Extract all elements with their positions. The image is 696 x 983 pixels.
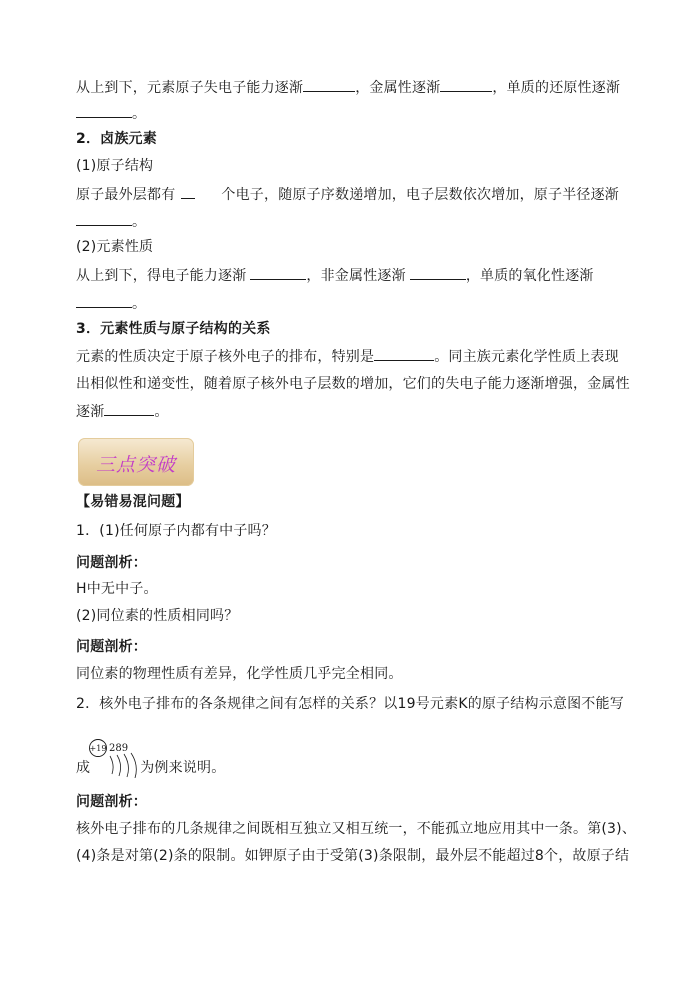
- fill-blank[interactable]: [76, 211, 132, 226]
- section-badge-label: 三点突破: [96, 454, 177, 476]
- section-title-relation: 3．元素性质与原子结构的关系: [76, 321, 271, 337]
- text-line-9: 。: [76, 293, 621, 314]
- text-line-5: 原子最外层都有 个电子，随原子序数递增加，电子层数依次增加，原子半径逐渐: [76, 184, 621, 205]
- fill-blank[interactable]: [76, 103, 132, 118]
- text-line-13: 逐渐 。: [76, 401, 621, 422]
- text-line-1: 从上到下，元素原子失电子能力逐渐 ，金属性逐渐 ，单质的还原性逐渐: [76, 77, 621, 98]
- analysis-label: 问题剖析：: [76, 639, 147, 655]
- analysis-label: 问题剖析：: [76, 794, 147, 810]
- atom-structure-diagram: [86, 736, 146, 778]
- fill-blank[interactable]: [181, 184, 195, 199]
- shell-electron-counts: 289: [109, 743, 129, 754]
- question-2: 2．核外电子排布的各条规律之间有怎样的关系？以19号元素K的原子结构示意图不能写: [76, 696, 624, 712]
- errors-heading: 【易错易混问题】: [76, 494, 190, 510]
- text-line-2: 。: [76, 103, 621, 124]
- fill-blank[interactable]: [410, 265, 466, 280]
- subsection-atomic-structure: (1)原子结构: [76, 158, 154, 174]
- fill-blank[interactable]: [76, 293, 132, 308]
- answer-1: H中无中子。: [76, 581, 158, 597]
- fill-blank[interactable]: [250, 265, 306, 280]
- text-line-6: 。: [76, 211, 621, 232]
- answer-2: 同位素的物理性质有差异，化学性质几乎完全相同。: [76, 666, 403, 682]
- section-badge: [78, 438, 194, 486]
- text-line-8: 从上到下，得电子能力逐渐 ，非金属性逐渐 ，单质的氧化性逐渐: [76, 265, 621, 286]
- analysis-label: 问题剖析：: [76, 555, 147, 571]
- nucleus-charge-label: +19: [89, 744, 107, 753]
- text-line-12: 出相似性和递变性，随着原子核外电子层数的增加，它们的失电子能力逐渐增强，金属性: [76, 376, 630, 392]
- subsection-element-properties: (2)元素性质: [76, 239, 154, 255]
- question-1b: (2)同位素的性质相同吗？: [76, 608, 239, 624]
- answer-3-line-1: 核外电子排布的几条规律之间既相互独立又相互统一，不能孤立地应用其中一条。第(3)、: [76, 821, 637, 837]
- fill-blank[interactable]: [303, 77, 355, 92]
- section-title-halogen: 2．卤族元素: [76, 131, 157, 147]
- fill-blank[interactable]: [440, 77, 492, 92]
- text-line-11: 元素的性质决定于原子核外电子的排布，特别是 。同主族元素化学性质上表现: [76, 346, 621, 367]
- question-2-tail: 成 为例来说明。: [76, 760, 226, 776]
- fill-blank[interactable]: [104, 401, 154, 416]
- fill-blank[interactable]: [374, 346, 434, 361]
- answer-3-line-2: (4)条是对第(2)条的限制。如钾原子由于受第(3)条限制，最外层不能超过8个，故原子结: [76, 848, 630, 864]
- question-1: 1．(1)任何原子内都有中子吗？: [76, 523, 276, 539]
